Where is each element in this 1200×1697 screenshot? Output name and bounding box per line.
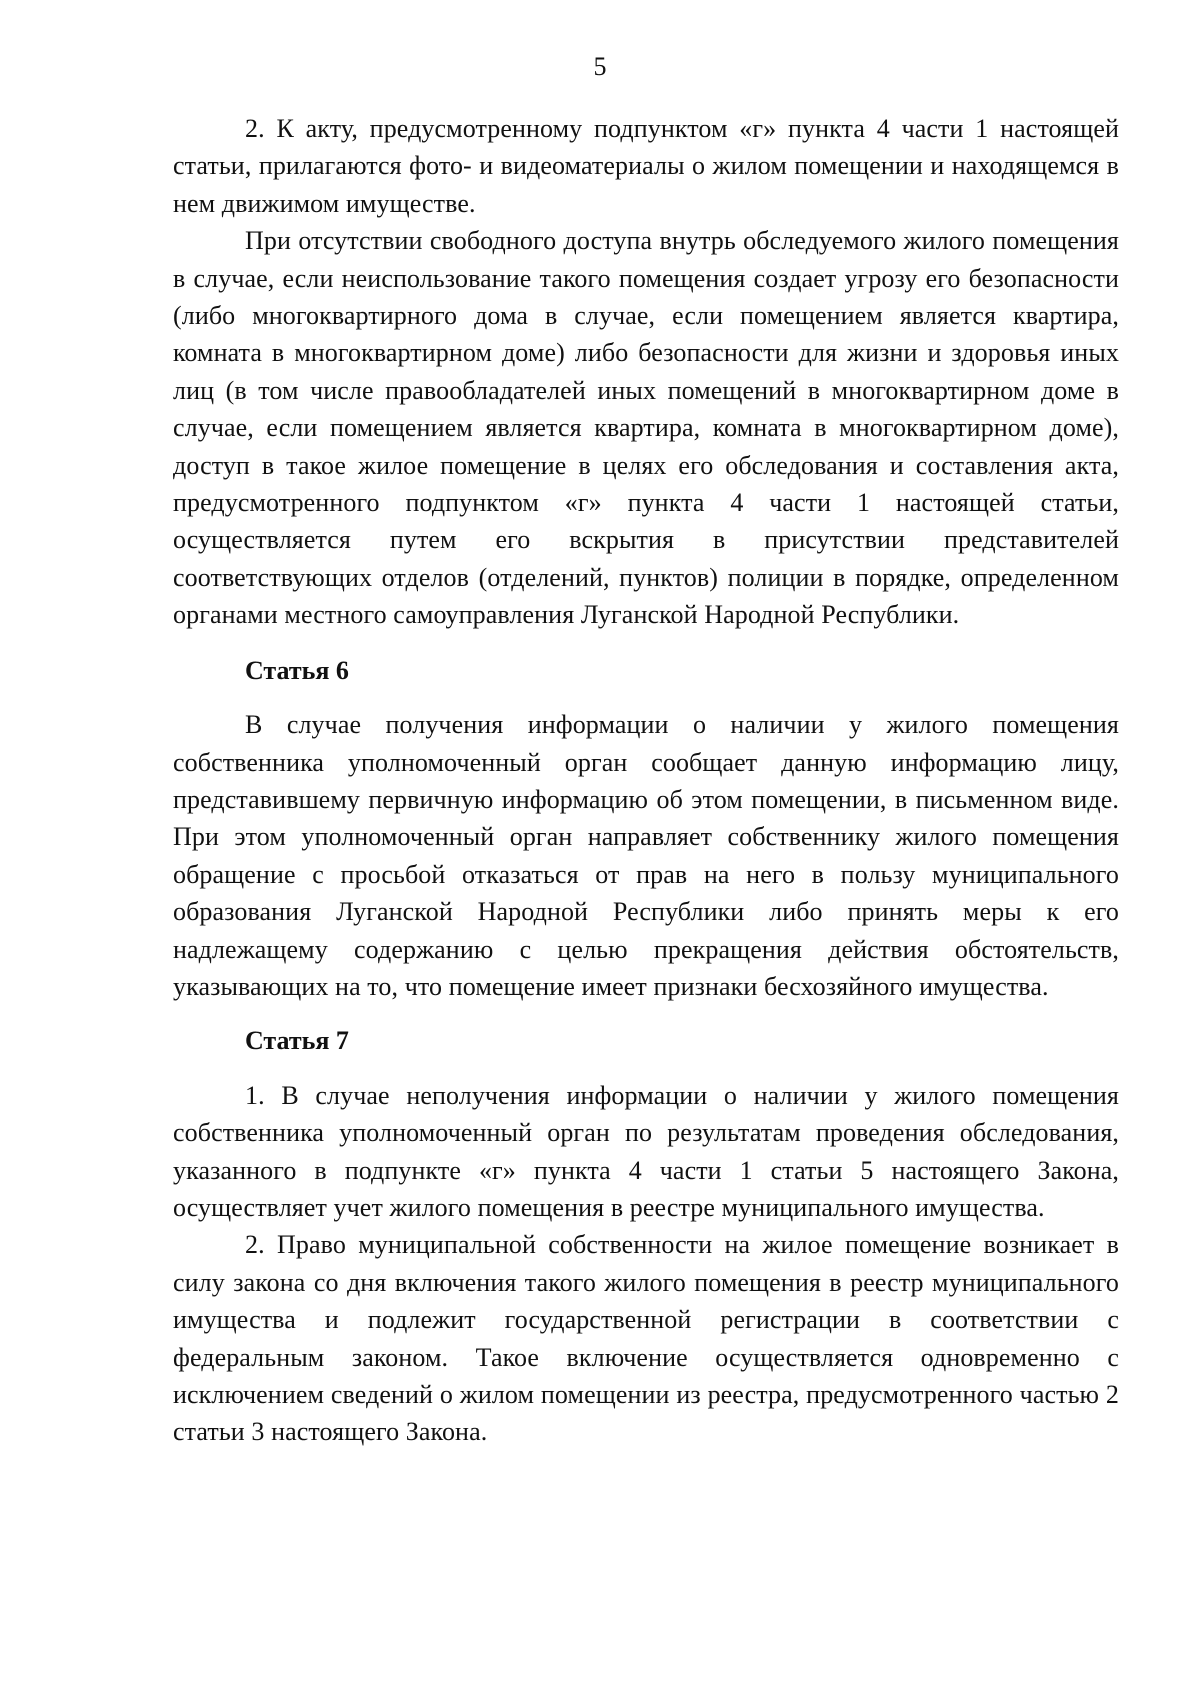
article-7-part-1-paragraph: 1. В случае неполучения информации о наличии у жилого помещения собственника уполномоченный орган по результатам проведения обследования, указанного в подпункте «г» пункта 4 части 1 статьи 5 настоящего Закона, осуществляет учет жилого помещения в реестре муниципального имущества.	[173, 1080, 1119, 1222]
article-7-part-2-paragraph: 2. Право муниципальной собственности на жилое помещение возникает в силу закона со дня включения такого жилого помещения в реестр муниципального имущества и подлежит государственной регистрации в соответствии с федеральным законом. Такое включение осуществляется одновременно с исключением сведений о жилом помещении из реестра, предусмотренного частью 2 статьи 3 настоящего Закона.	[173, 1230, 1119, 1447]
article-6-paragraph: В случае получения информации о наличии у жилого помещения собственника уполномоченный орган сообщает данную информацию лицу, представившему первичную информацию об этом помещении, в письменном виде. При этом уполномоченный орган направляет собственнику жилого помещения обращение с просьбой отказаться от прав на него в пользу муниципального образования Луганской Народной Республики либо принять меры к его надлежащему содержанию с целью прекращения действия обстоятельств, указывающих на то, что помещение имеет признаки бесхозяйного имущества.	[173, 710, 1119, 1001]
page-number: 5	[593, 52, 607, 81]
article-7-heading: Статья 7	[245, 1026, 349, 1056]
document-body	[173, 110, 1119, 1451]
article-5-access-paragraph: При отсутствии свободного доступа внутрь обследуемого жилого помещения в случае, если неиспользование такого помещения создает угрозу его безопасности (либо многоквартирного дома в случае, если помещением является квартира, комната в многоквартирном доме) либо безопасности для жизни и здоровья иных лиц (в том числе правообладателей иных помещений в многоквартирном доме в случае, если помещением является квартира, комната в многоквартирном доме), доступ в такое жилое помещение в целях его обследования и составления акта, предусмотренного подпунктом «г» пункта 4 части 1 настоящей статьи, осуществляется путем его вскрытия в присутствии представителей соответствующих отделов (отделений, пунктов) полиции в порядке, определенном органами местного самоуправления Луганской Народной Республики.	[173, 226, 1119, 630]
article-5-part-2-paragraph: 2. К акту, предусмотренному подпунктом «г» пункта 4 части 1 настоящей статьи, прилагаются фото- и видеоматериалы о жилом помещении и находящемся в нем движимом имуществе.	[173, 114, 1119, 218]
article-6-heading: Статья 6	[245, 655, 349, 685]
